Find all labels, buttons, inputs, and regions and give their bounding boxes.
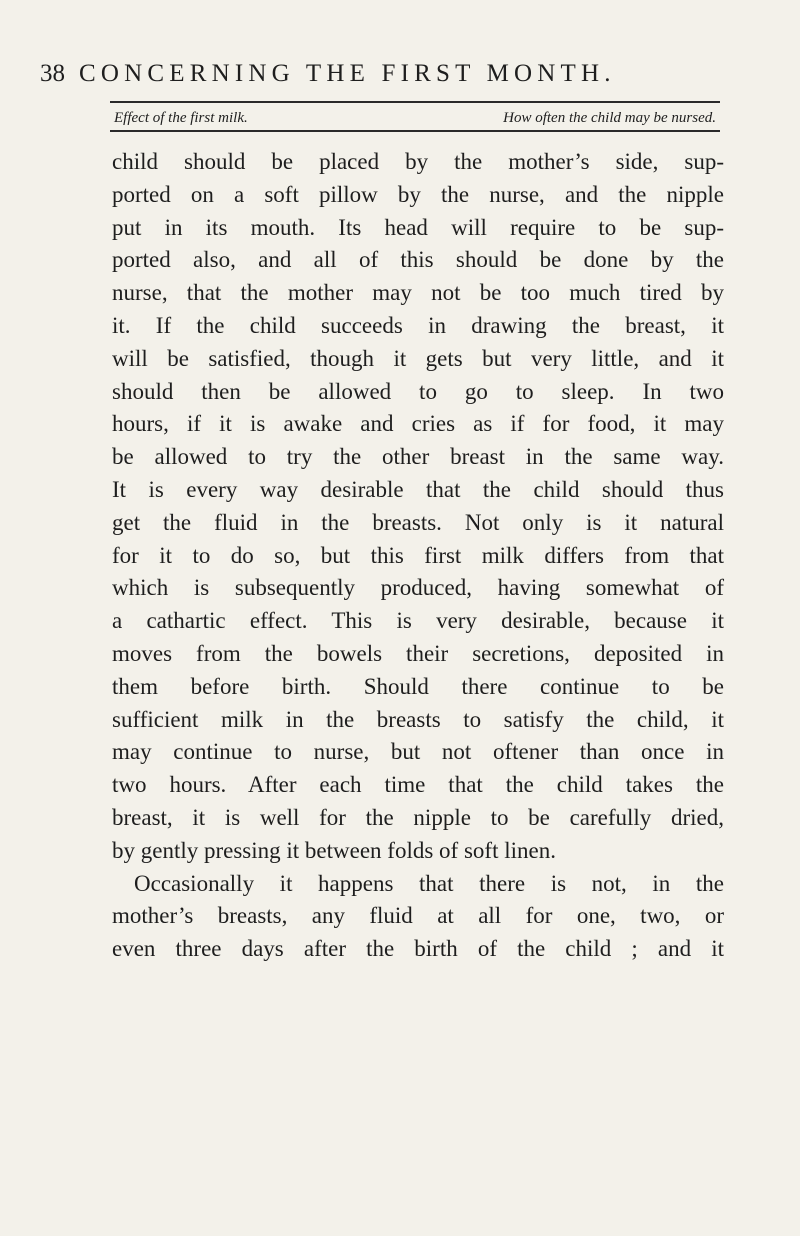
text-line: hours, if it is awake and cries as if for food, it may <box>112 411 724 437</box>
text-line: moves from the bowels their secretions, deposited in <box>112 640 724 666</box>
text-line: by gently pressing it between folds of soft linen. <box>112 837 556 863</box>
text-line: will be satisfied, though it gets but very little, and it <box>112 345 724 371</box>
text-line: child should be placed by the mother’s side, sup- <box>112 149 724 174</box>
text-line: nurse, that the mother may not be too much tired by <box>112 280 724 306</box>
page-number: 38 <box>40 60 65 87</box>
text-line: for it to do so, but this first milk differs from that <box>112 542 724 568</box>
text-line: mother’s breasts, any fluid at all for one, two, or <box>112 903 724 929</box>
text-line: put in its mouth. Its head will require to be sup- <box>112 214 724 240</box>
text-line: get the fluid in the breasts. Not only is it natural <box>112 509 724 535</box>
text-line: it. If the child succeeds in drawing the breast, it <box>112 312 724 338</box>
header-rule-bottom <box>110 130 720 132</box>
text-line: sufficient milk in the breasts to satisfy the child, it <box>112 706 724 732</box>
text-line: ported also, and all of this should be done by the <box>112 247 724 273</box>
text-line: two hours. After each time that the child takes the <box>112 772 724 798</box>
text-line: them before birth. Should there continue to be <box>112 673 724 699</box>
text-line: a cathartic effect. This is very desirable, because it <box>112 608 724 634</box>
side-note-right: How often the child may be nursed. <box>503 110 716 126</box>
text-line: ported on a soft pillow by the nurse, and the nipple <box>112 181 724 207</box>
text-line: should then be allowed to go to sleep. In two <box>112 378 724 404</box>
text-line: which is subsequently produced, having somewhat of <box>112 575 724 601</box>
text-line: be allowed to try the other breast in the same way. <box>112 444 724 470</box>
text-line: breast, it is well for the nipple to be carefully dried, <box>112 804 724 830</box>
text-line: It is every way desirable that the child should thus <box>112 476 724 502</box>
text-line: may continue to nurse, but not oftener than once in <box>112 739 724 765</box>
running-title: CONCERNING THE FIRST MONTH. <box>79 60 616 87</box>
text-line: even three days after the birth of the child ; and it <box>112 936 724 962</box>
body-text <box>112 146 724 966</box>
paragraph-start-line: Occasionally it happens that there is not, in the <box>134 870 724 896</box>
side-note-left: Effect of the first milk. <box>114 110 248 126</box>
running-head <box>40 60 740 88</box>
header-rule-top <box>110 101 720 103</box>
